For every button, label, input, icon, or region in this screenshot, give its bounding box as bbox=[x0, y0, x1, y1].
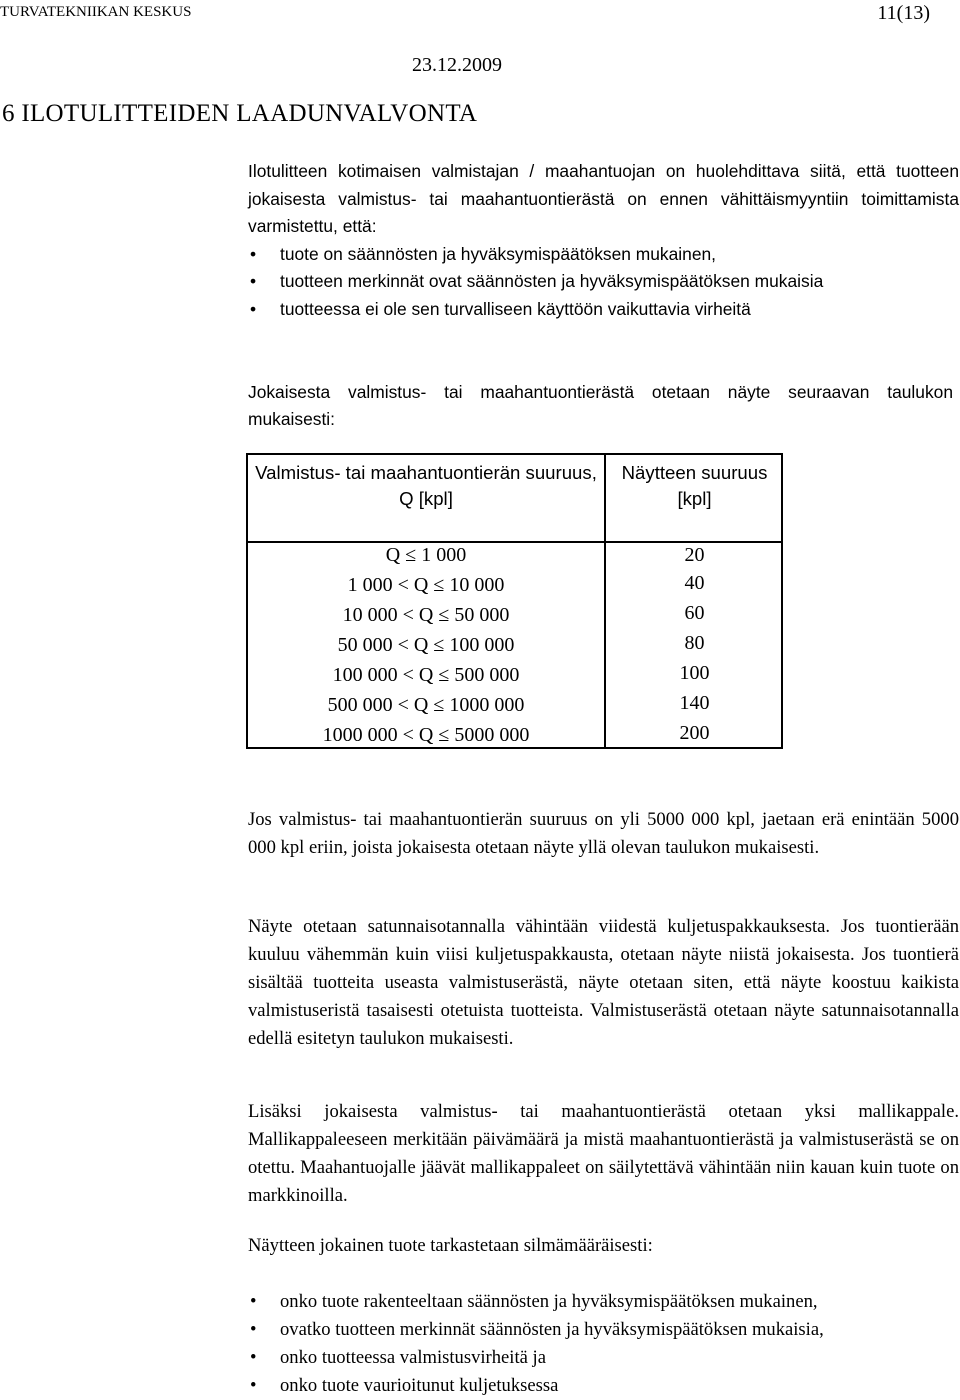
intro-text: Ilotulitteen kotimaisen valmistajan / maahantuojan on huolehdittava siitä, että tuotteen jokaisesta valmistus- tai maahantuontierästä on ennen vähittäismyyntiin toimittamista varmistettu, että: bbox=[248, 161, 959, 237]
list-item: • tuotteen merkinnät ovat säännösten ja hyväksymispäätöksen mukaisia bbox=[248, 268, 959, 296]
intro-block bbox=[248, 158, 959, 324]
table-cell-lot-size: 1 000 < Q ≤ 10 000 bbox=[347, 574, 505, 596]
table-cell-lot-size: 500 000 < Q ≤ 1000 000 bbox=[327, 694, 525, 716]
table-cell-lot-size: Q ≤ 1 000 bbox=[385, 544, 467, 566]
document-date: 23.12.2009 bbox=[412, 54, 502, 76]
paragraph-random-sampling: Näyte otetaan satunnaisotannalla vähintään viidestä kuljetuspakkauksesta. Jos tuontierään kuuluu vähemmän kuin viisi kuljetuspakkausta, otetaan näyte niistä jokaisesta. Jos tuontierä sisältää tuotteita useasta valmistuserästä, näyte otetaan siten, että näyte koostuu kaikista valmistuseristä tasaisesti otetuista tuotteista. Valmistuserästä otetaan näyte satunnaisotannalla edellä esitetyn taulukon mukaisesti. bbox=[248, 916, 959, 1049]
table-cell-lot-size: 1000 000 < Q ≤ 5000 000 bbox=[322, 724, 530, 746]
table-header-lot-size: Valmistus- tai maahantuontierän suuruus, Q [kpl] bbox=[255, 462, 597, 509]
list-item: • ovatko tuotteen merkinnät säännösten ja hyväksymispäätöksen mukaisia, bbox=[248, 1316, 959, 1344]
page-number: 11(13) bbox=[877, 2, 930, 24]
requirements-list bbox=[248, 241, 959, 324]
section-title: 6 ILOTULITTEIDEN LAADUNVALVONTA bbox=[2, 100, 478, 127]
list-item: • onko tuotteessa valmistusvirheitä ja bbox=[248, 1344, 959, 1372]
paragraph-reference-sample: Lisäksi jokaisesta valmistus- tai maahantuontierästä otetaan yksi mallikappale. Mallikappaleeseen merkitään päivämäärä ja mistä maahantuontierästä ja valmistuserästä se on otettu. Maahantuojalle jäävät mallikappaleet on säilytettävä vähintään niin kauan kuin tuote on markkinoilla. bbox=[248, 1101, 959, 1206]
list-item: • onko tuote rakenteeltaan säännösten ja hyväksymispäätöksen mukainen, bbox=[248, 1288, 959, 1316]
paragraph-visual-check: Näytteen jokainen tuote tarkastetaan silmämääräisesti: bbox=[248, 1235, 653, 1256]
table-cell-lot-size: 50 000 < Q ≤ 100 000 bbox=[337, 634, 515, 656]
list-item: • onko tuote vaurioitunut kuljetuksessa bbox=[248, 1372, 959, 1400]
table-intro: Jokaisesta valmistus- tai maahantuontierästä otetaan näyte seuraavan taulukon mukaisesti: bbox=[248, 382, 953, 429]
table-header-divider bbox=[246, 541, 783, 543]
list-item: • tuote on säännösten ja hyväksymispäätöksen mukainen, bbox=[248, 241, 959, 269]
inspection-checklist bbox=[248, 1288, 959, 1400]
table-header-sample-size: Näytteen suuruus [kpl] bbox=[621, 462, 768, 509]
table-cell-sample-size: 40 bbox=[684, 572, 705, 594]
organization-name: TURVATEKNIIKAN KESKUS bbox=[0, 4, 192, 20]
table-cell-sample-size: 80 bbox=[684, 632, 705, 654]
table-cell-sample-size: 20 bbox=[684, 544, 705, 566]
table-cell-lot-size: 10 000 < Q ≤ 50 000 bbox=[342, 604, 510, 626]
list-item: • tuotteessa ei ole sen turvalliseen käyttöön vaikuttavia virheitä bbox=[248, 296, 959, 324]
table-cell-sample-size: 60 bbox=[684, 602, 705, 624]
table-cell-lot-size: 100 000 < Q ≤ 500 000 bbox=[332, 664, 520, 686]
table-cell-sample-size: 200 bbox=[679, 722, 710, 744]
table-cell-sample-size: 100 bbox=[679, 662, 710, 684]
table-cell-sample-size: 140 bbox=[679, 692, 710, 714]
paragraph-oversize-lots: Jos valmistus- tai maahantuontierän suuruus on yli 5000 000 kpl, jaetaan erä enintään 5000 000 kpl eriin, joista jokaisesta otetaan näyte yllä olevan taulukon mukaisesti. bbox=[248, 809, 959, 858]
